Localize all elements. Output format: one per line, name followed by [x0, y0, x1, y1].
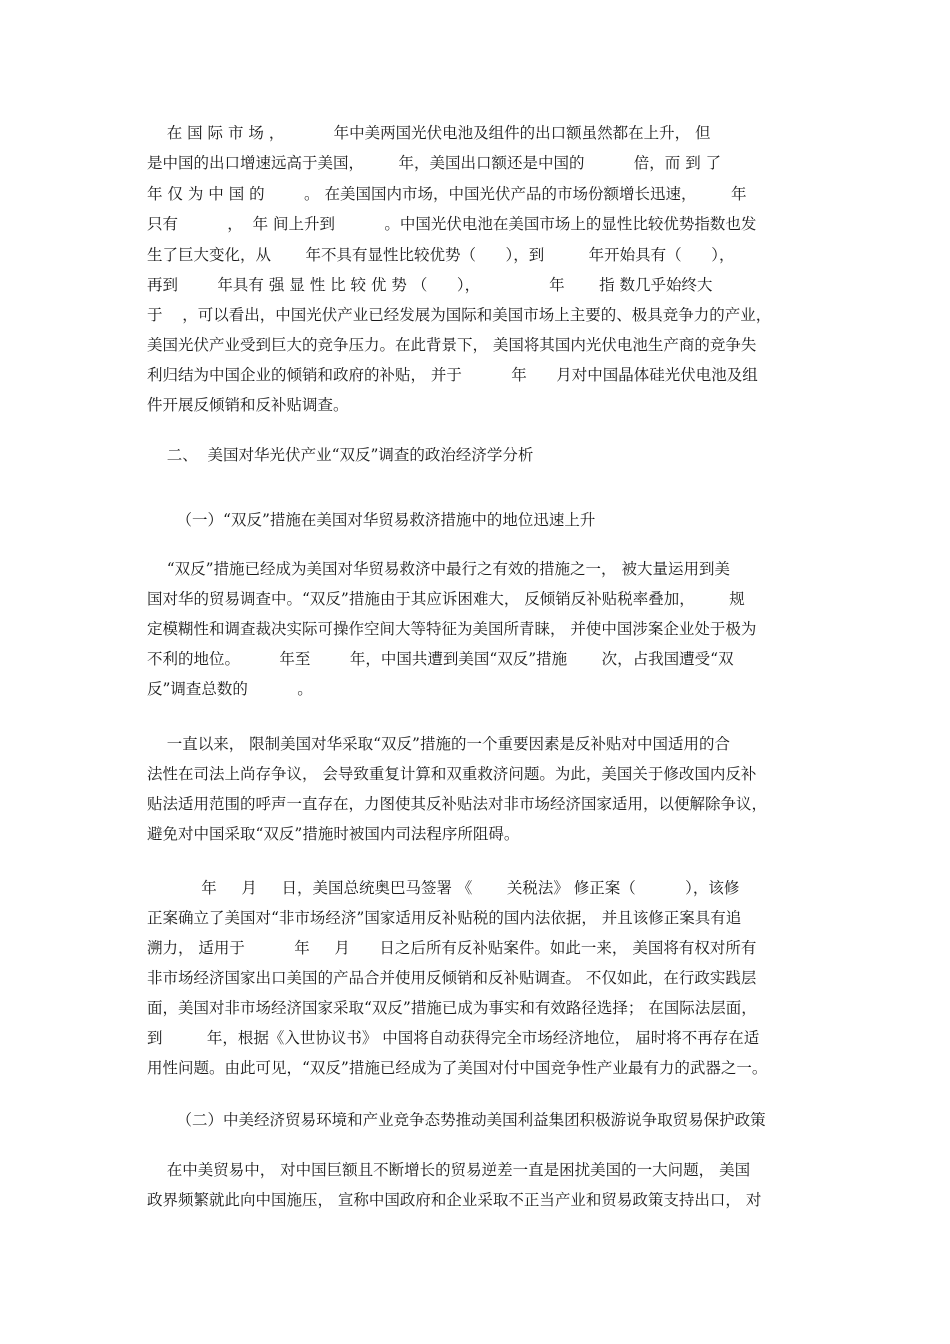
text-line: 面，美国对非市场经济国家采取“双反”措施已成为事实和有效路径选择； 在国际法层面， [147, 999, 757, 1017]
subsection-heading-2: （二）中美经济贸易环境和产业竞争态势推动美国利益集团积极游说争取贸易保护政策 [147, 1111, 766, 1129]
text-line: 定模糊性和调查裁决实际可操作空间大等特征为美国所青睐， 并使中国涉案企业处于极为 [147, 620, 757, 638]
text-line: 政界频繁就此向中国施压， 宣称中国政府和企业采取不正当产业和贸易政策支持出口， 对 [147, 1191, 762, 1209]
text-line: 再到 年具有 强 显 性 比 较 优 势 （ ）， 年 指 数几乎始终大 [147, 276, 713, 294]
text-line: 国对华的贸易调查中。“双反”措施由于其应诉困难大， 反倾销反补贴税率叠加， 规 [147, 590, 745, 608]
text-line: 用性问题。由此可见，“双反”措施已经成为了美国对付中国竞争性产业最有力的武器之一。 [147, 1059, 768, 1077]
text-line: 法性在司法上尚存争议， 会导致重复计算和双重救济问题。为此，美国关于修改国内反补 [147, 765, 757, 783]
text-line: 反”调查总数的 。 [147, 680, 313, 698]
text-line: 在 国 际 市 场 ， 年中美两国光伏电池及组件的出口额虽然都在上升， 但 [147, 124, 711, 142]
text-line: 生了巨大变化，从 年不具有显性比较优势（ ），到 年开始具有（ ）， [147, 246, 735, 264]
text-line: 非市场经济国家出口美国的产品合并使用反倾销和反补贴调查。 不仅如此，在行政实践层 [147, 969, 757, 987]
text-line: 贴法适用范围的呼声一直存在，力图使其反补贴法对非市场经济国家适用，以便解除争议， [147, 795, 768, 813]
text-line: 件开展反倾销和反补贴调查。 [147, 396, 349, 414]
text-line: 只有 ， 年 间上升到 。中国光伏电池在美国市场上的显性比较优势指数也发 [147, 215, 757, 233]
subsection-heading-1: （一）“双反”措施在美国对华贸易救济措施中的地位迅速上升 [147, 511, 596, 529]
text-line: 于 ，可以看出，中国光伏产业已经发展为国际和美国市场上主要的、极具竞争力的产业， [147, 306, 772, 324]
text-line: 在中美贸易中， 对中国巨额且不断增长的贸易逆差一直是困扰美国的一大问题， 美国 [147, 1161, 751, 1179]
text-line: 是中国的出口增速远高于美国， 年，美国出口额还是中国的 倍，而 到 了 [147, 154, 722, 172]
text-line: 正案确立了美国对“非市场经济”国家适用反补贴税的国内法依据， 并且该修正案具有追 [147, 909, 742, 927]
text-line: 年 月 日，美国总统奥巴马签署 《 关税法》 修正案（ ），该修 [147, 879, 740, 897]
text-line: 年 仅 为 中 国 的 。 在美国国内市场，中国光伏产品的市场份额增长迅速， 年 [147, 185, 747, 203]
text-line: 到 年，根据《入世协议书》 中国将自动获得完全市场经济地位， 届时将不再存在适 [147, 1029, 760, 1047]
text-line: 溯力， 适用于 年 月 日之后所有反补贴案件。如此一来， 美国将有权对所有 [147, 939, 757, 957]
text-line: 美国光伏产业受到巨大的竞争压力。在此背景下， 美国将其国内光伏电池生产商的竞争失 [147, 336, 757, 354]
text-line: 利归结为中国企业的倾销和政府的补贴， 并于 年 月对中国晶体硅光伏电池及组 [147, 366, 758, 384]
text-line: 不利的地位。 年至 年，中国共遭到美国“双反”措施 次，占我国遭受“双 [147, 650, 734, 668]
section-heading: 二、 美国对华光伏产业“双反”调查的政治经济学分析 [147, 446, 534, 464]
text-line: “双反”措施已经成为美国对华贸易救济中最行之有效的措施之一， 被大量运用到美 [147, 560, 730, 578]
text-line: 避免对中国采取“双反”措施时被国内司法程序所阻碍。 [147, 825, 520, 843]
text-line: 一直以来， 限制美国对华采取“双反”措施的一个重要因素是反补贴对中国适用的合 [147, 735, 730, 753]
